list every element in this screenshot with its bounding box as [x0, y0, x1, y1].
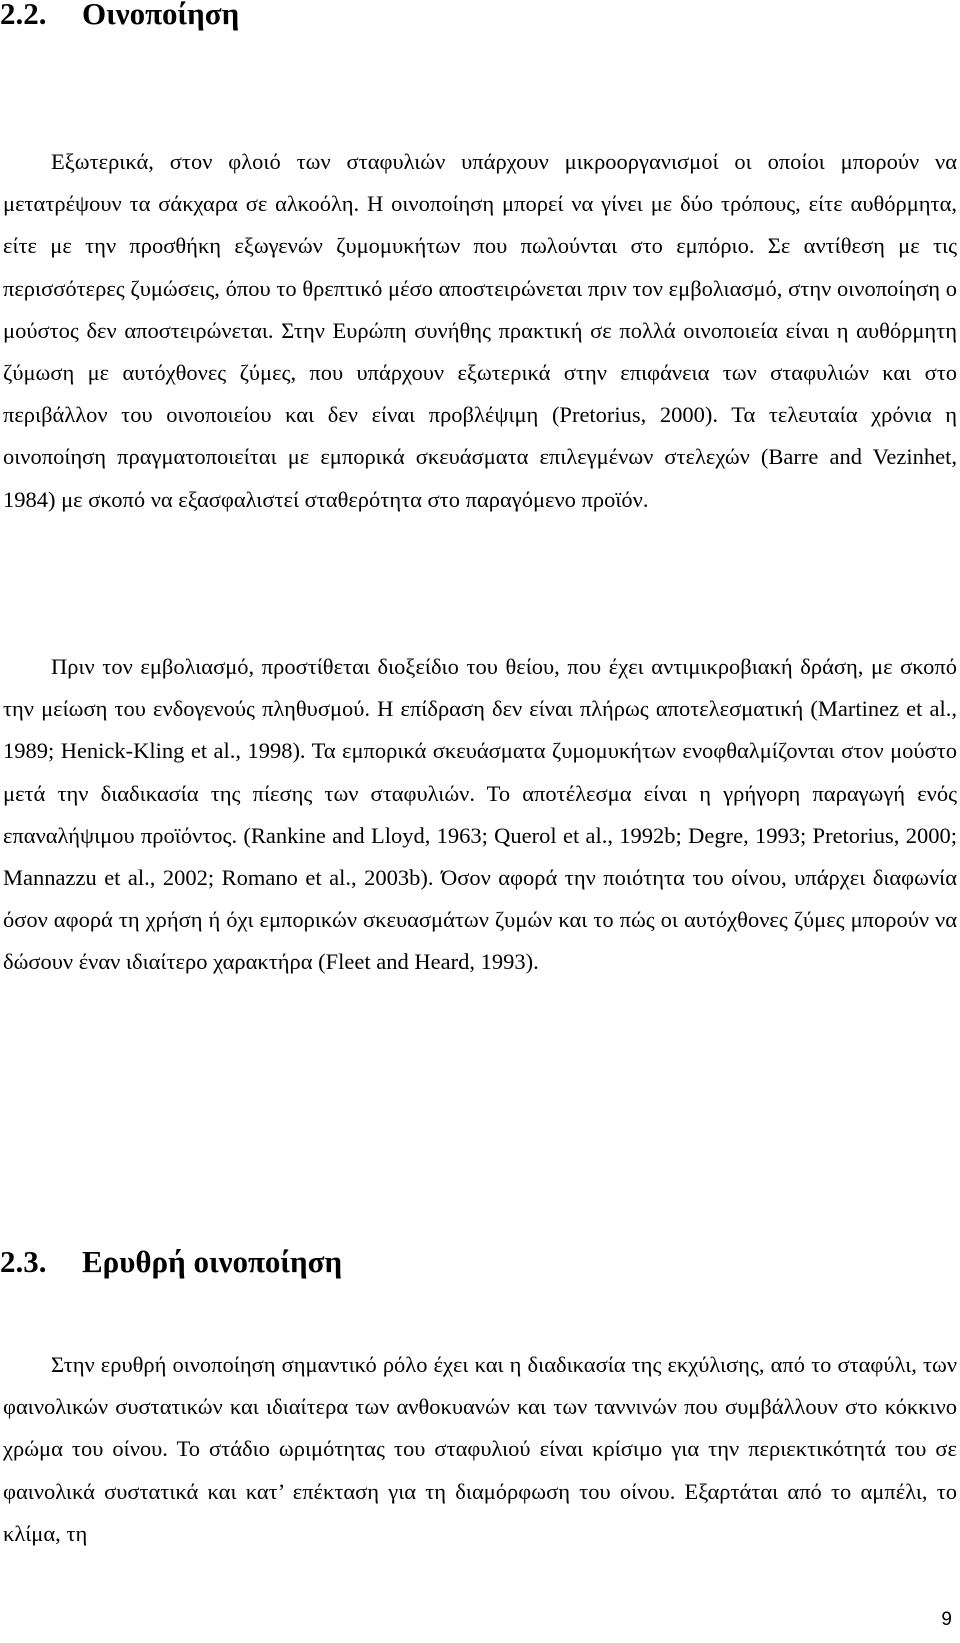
paragraph-fermentation-intro: Εξωτερικά, στον φλοιό των σταφυλιών υπάρχουν μικροοργανισμοί οι οποίοι μπορούν να μετατρέψουν τα σάκχαρα σε αλκοόλη. Η οινοποίηση μπορεί να γίνει με δύο τρόπους, είτε αυθόρμητα, είτε με την προσθήκη εξωγενών ζυμομυκήτων που πωλούνται στο εμπόριο. Σε αντίθεση με τις περισσότερες ζυμώσεις, όπου το θρεπτικό μέσο αποστειρώνεται πριν τον εμβολιασμό, στην οινοποίηση ο μούστος δεν αποστειρώνεται. Στην Ευρώπη συνήθης πρακτική σε πολλά οινοποιεία είναι η αυθόρμητη ζύμωση με αυτόχθονες ζύμες, που υπάρχουν εξωτερικά στην επιφάνεια των σταφυλιών και στο περιβάλλον του οινοποιείου και δεν είναι προβλέψιμη (Pretorius, 2000). Τα τελευταία χρόνια η οινοποίηση πραγματοποιείται με εμπορικά σκευάσματα επιλεγμένων στελεχών (Barre and Vezinhet, 1984) με σκοπό να εξασφαλιστεί σταθερότητα στο παραγόμενο προϊόν. [3, 149, 957, 512]
section-heading-2-2 [0, 0, 239, 32]
paragraph-red-winemaking: Στην ερυθρή οινοποίηση σημαντικό ρόλο έχει και η διαδικασία της εκχύλισης, από το σταφύλι, των φαινολικών συστατικών και ιδιαίτερα των ανθοκυανών και των ταννινών που συμβάλλουν στο κόκκινο χρώμα του οίνου. Το στάδιο ωριμότητας του σταφυλιού είναι κρίσιμο για την περιεκτικότητά του σε φαινολικά συστατικά και κατ’ επέκταση για τη διαμόρφωση του οίνου. Εξαρτάται από το αμπέλι, το κλίμα, τη [3, 1352, 957, 1546]
section-title: Οινοποίηση [82, 0, 240, 31]
section-number: 2.2. [0, 0, 47, 31]
section-number: 2.3. [0, 1244, 47, 1279]
page-number: 9 [941, 1609, 952, 1630]
section-heading-2-3 [0, 1244, 342, 1280]
paragraph-sulfur-dioxide: Πριν τον εμβολιασμό, προστίθεται διοξείδιο του θείου, που έχει αντιμικροβιακή δράση, με σκοπό την μείωση του ενδογενούς πληθυσμού. Η επίδραση δεν είναι πλήρως αποτελεσματική (Martinez et al., 1989; Henick-Kling et al., 1998). Τα εμπορικά σκευάσματα ζυμομυκήτων ενοφθαλμίζονται στον μούστο μετά την διαδικασία της πίεσης των σταφυλιών. Το αποτέλεσμα είναι η γρήγορη παραγωγή ενός επαναλήψιμου προϊόντος. (Rankine and Lloyd, 1963; Querol et al., 1992b; Degre, 1993; Pretorius, 2000; Mannazzu et al., 2002; Romano et al., 2003b). Όσον αφορά την ποιότητα του οίνου, υπάρχει διαφωνία όσον αφορά τη χρήση ή όχι εμπορικών σκευασμάτων ζυμών και το πώς οι αυτόχθονες ζύμες μπορούν να δώσουν έναν ιδιαίτερο χαρακτήρα (Fleet and Heard, 1993). [3, 654, 957, 975]
section-title: Ερυθρή οινοποίηση [82, 1244, 343, 1279]
